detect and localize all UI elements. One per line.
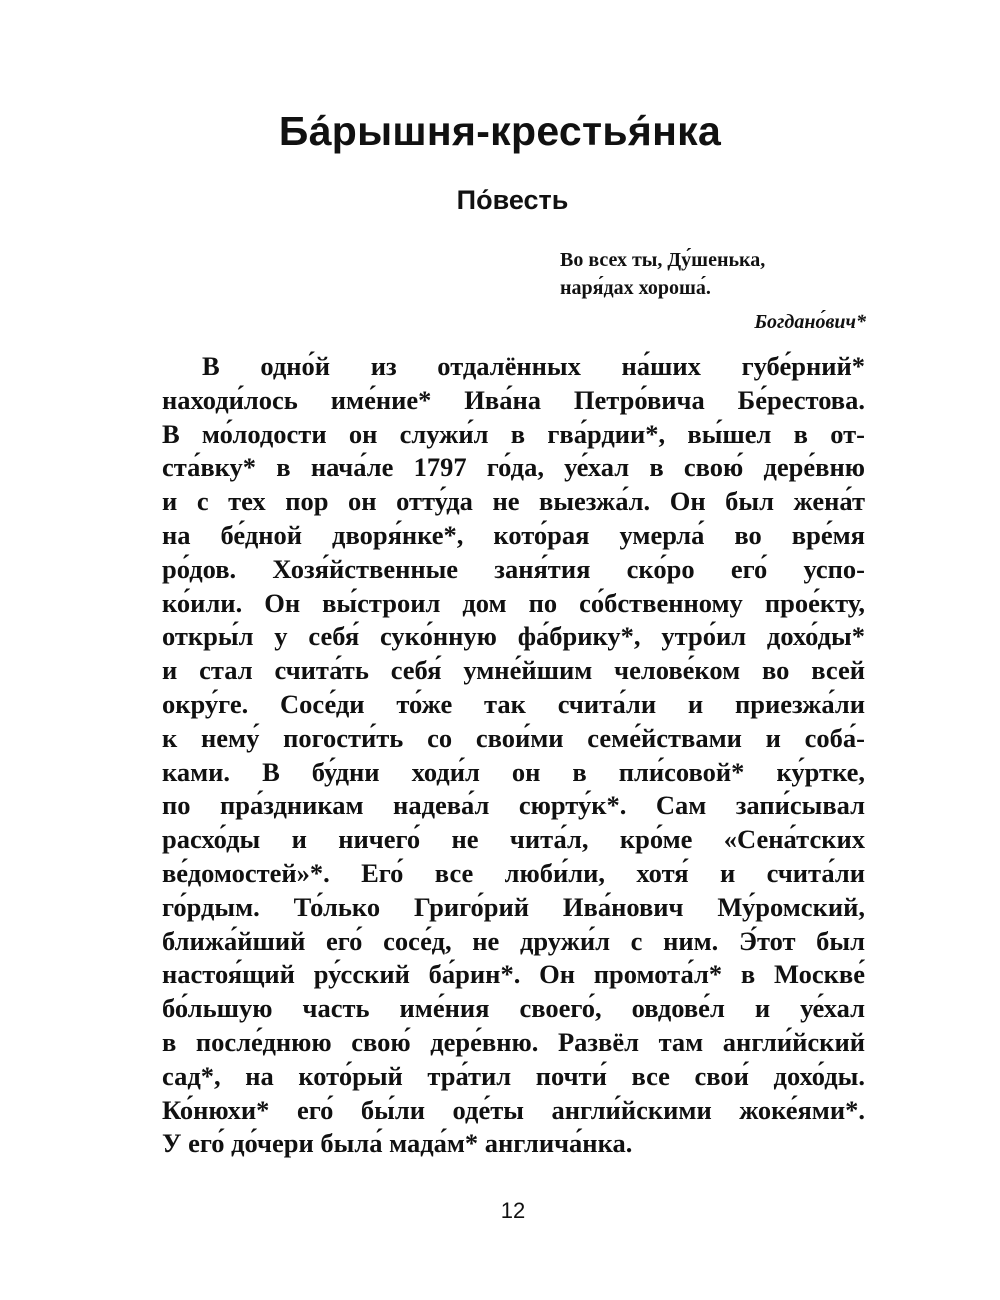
text-line: и с тех пор он отту́да не выезжа́л. Он был жена́т (162, 486, 865, 517)
epigraph-author: Богдано́вич* (754, 311, 866, 333)
text-line: го́рдым. То́лько Григо́рий Ива́нович Му́ромский, (162, 891, 865, 922)
text-line: по пра́здникам надева́л сюрту́к*. Сам запи́сывал (162, 790, 865, 821)
text-line: Ко́нюхи* его́ бы́ли оде́ты англи́йскими жоке́ями*. (162, 1094, 865, 1125)
text-line: ро́дов. Хозя́йственные заня́тия ско́ро его́ успо- (162, 553, 865, 584)
body-text (162, 350, 865, 1161)
text-line: расхо́ды и ничего́ не чита́л, кро́ме «Сена́тских (162, 824, 865, 855)
text-line: ко́или. Он вы́строил дом по со́бственному прое́кту, (162, 587, 865, 618)
text-line: настоя́щий ру́сский ба́рин*. Он промота́л* в Москве́ (162, 959, 865, 990)
text-line: откры́л у себя́ суко́нную фа́брику*, утро́ил дохо́ды* (162, 621, 865, 652)
text-line: ве́домостей»*. Его́ все люби́ли, хотя́ и счита́ли (162, 857, 865, 888)
text-line: и стал счита́ть себя́ умне́йшим челове́ком во всей (162, 655, 865, 686)
text-line: В одно́й из отдалённых на́ших губе́рний* (202, 351, 865, 381)
epigraph-line: наря́дах хороша́. (560, 277, 711, 299)
page-number: 12 (500, 1198, 526, 1223)
text-line: окру́ге. Сосе́ди то́же так счита́ли и приезжа́ли (162, 688, 865, 719)
page-subtitle: По́весть (456, 185, 569, 215)
text-line: ближа́йший его́ сосе́д, не дружи́л с ним. Э́тот был (162, 925, 865, 956)
text-line: находи́лось име́ние* Ива́на Петро́вича Бе́рестова. (162, 384, 865, 415)
text-line: ста́вку* в нача́ле 1797 го́да, уе́хал в свою́ дере́вню (162, 452, 865, 483)
text-line: ками. В бу́дни ходи́л он в пли́совой* ку́ртке, (162, 756, 865, 787)
page-title: Ба́рышня-крестья́нка (278, 108, 722, 154)
text-line: на бе́дной дворя́нке*, кото́рая умерла́ во вре́мя (162, 519, 865, 550)
text-line: сад*, на кото́рый тра́тил почти́ все свои́ дохо́ды. (162, 1060, 865, 1091)
epigraph-line: Во всех ты, Ду́шенька, (560, 249, 766, 271)
epigraph (560, 246, 866, 336)
text-line: к нему́ погости́ть со свои́ми семе́йствами и соба́- (162, 722, 865, 753)
text-line: У его́ до́чери была́ мада́м* англича́нка. (162, 1128, 633, 1159)
text-line: в после́днюю свою́ дере́вню. Развёл там англи́йский (162, 1026, 865, 1057)
text-line: бо́льшую часть име́ния своего́, овдове́л и уе́хал (162, 993, 865, 1024)
text-line: В мо́лодости он служи́л в гва́рдии*, вы́шел в от- (162, 418, 865, 449)
